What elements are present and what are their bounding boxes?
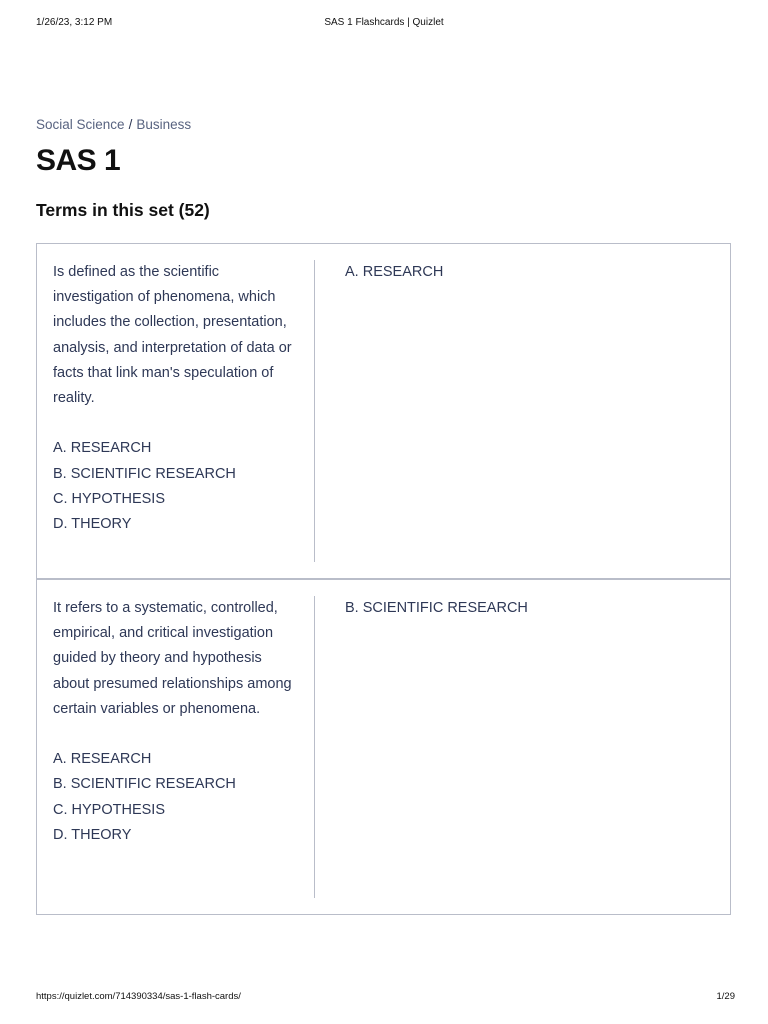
flashcard-row: [37, 578, 730, 914]
flashcard-definition: A. RESEARCH: [345, 264, 444, 280]
print-header: [0, 17, 768, 31]
flashcard-term: Is defined as the scientific investigation of phenomena, which includes the collection, presentation, analysis, and interpretation of data or facts that link man's speculation of reality. A. RESEARCH B. SCIENTIFIC RESEARCH C. HYPOTHESIS D. THEORY: [53, 260, 315, 562]
print-datetime: 1/26/23, 3:12 PM: [36, 17, 113, 28]
page-number: 1/29: [716, 991, 735, 1002]
flashcard-term: It refers to a systematic, controlled, empirical, and critical investigation guided by theory and hypothesis about presumed relationships among certain variables or phenomena. A. RESEARCH B. SCIENTIFIC RESEARCH C. HYPOTHESIS D. THEORY: [53, 596, 315, 898]
print-url: https://quizlet.com/714390334/sas-1-flash-cards/: [36, 991, 241, 1002]
print-footer: [0, 991, 768, 1005]
flashcard-definition: B. SCIENTIFIC RESEARCH: [345, 600, 528, 616]
breadcrumb-link-social-science[interactable]: Social Science: [36, 117, 125, 132]
breadcrumb-link-business[interactable]: Business: [136, 117, 192, 132]
breadcrumb-separator: /: [128, 117, 133, 132]
breadcrumb: [36, 117, 191, 132]
terms-list: [36, 243, 731, 915]
flashcard-row: [37, 244, 730, 578]
terms-heading: Terms in this set (52): [36, 200, 210, 220]
set-title: SAS 1: [36, 144, 121, 177]
print-document-title: SAS 1 Flashcards | Quizlet: [324, 17, 444, 28]
